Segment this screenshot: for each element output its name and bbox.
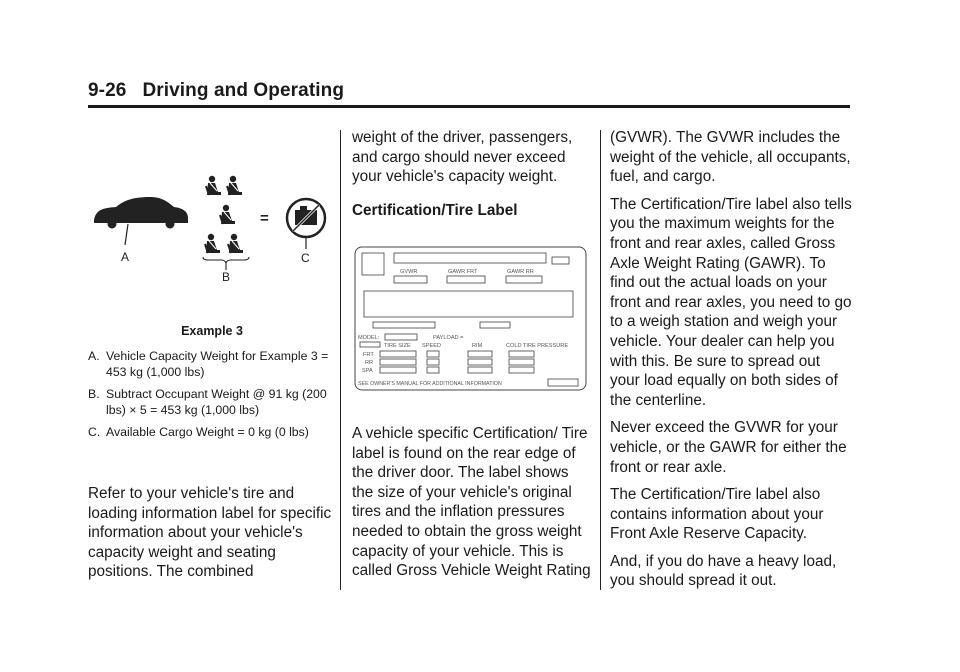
paragraph: Never exceed the GVWR for your vehicle, or the GAWR for either the front or rear axle. bbox=[610, 419, 847, 476]
paragraph: The Certification/Tire label also tells you the maximum weights for the front and rear axles, called Gross Axle Weight Rating (GAWR). To find out the actual loads on your front and rear axles, you need to go to a weigh station and weigh your vehicle. Your dealer can help you with this. Be sure to spread out your load equally on both sides of the centerline. bbox=[610, 195, 852, 409]
gawr-rr-label: GAWR RR bbox=[507, 269, 534, 275]
car-icon bbox=[94, 197, 188, 245]
paragraph: A vehicle specific Certification/ Tire label is found on the rear edge of the driver door. The label shows the size of your vehicle's original tires and the inflation pressures needed to obtain the gross weight capacity of your vehicle. This is called Gross Vehicle Weight Rating bbox=[352, 425, 591, 580]
header-rule bbox=[88, 105, 850, 108]
page-header bbox=[88, 80, 344, 102]
label-a: A bbox=[121, 250, 130, 264]
paragraph: The Certification/Tire label also contains information about your Front Axle Reserve Capacity. bbox=[610, 486, 824, 543]
equals-sign: = bbox=[260, 210, 269, 227]
frt-label: FRT bbox=[363, 352, 374, 358]
section-title: Driving and Operating bbox=[142, 80, 345, 101]
column-divider bbox=[600, 130, 601, 590]
paragraph: (GVWR). The GVWR includes the weight of the vehicle, all occupants, fuel, and cargo. bbox=[610, 129, 851, 186]
manual-note: SEE OWNER'S MANUAL FOR ADDITIONAL INFORMATION bbox=[358, 381, 502, 387]
payload-label: PAYLOAD = bbox=[433, 335, 464, 341]
model-label: MODEL: bbox=[358, 335, 380, 341]
subheading: Certification/Tire Label bbox=[352, 201, 518, 219]
paragraph: Refer to your vehicle's tire and loading information label for specific information about your vehicle's capacity weight and seating positions. The combined bbox=[88, 485, 332, 581]
list-item: A. Vehicle Capacity Weight for Example 3 = 453 kg (1,000 lbs) bbox=[88, 349, 329, 379]
list-item: C. Available Cargo Weight = 0 kg (0 lbs) bbox=[88, 425, 309, 439]
column-3 bbox=[610, 128, 854, 599]
label-c: C bbox=[301, 251, 310, 265]
cold-pressure-label: COLD TIRE PRESSURE bbox=[506, 343, 569, 349]
no-cargo-icon bbox=[287, 199, 325, 249]
gvwr-label: GVWR bbox=[400, 269, 418, 275]
column-divider bbox=[340, 130, 341, 590]
minus-sign: – bbox=[180, 209, 188, 225]
column-2-lower bbox=[352, 424, 594, 589]
column-2 bbox=[352, 128, 592, 230]
rr-label: RR bbox=[365, 360, 374, 366]
figure-legend bbox=[88, 349, 338, 448]
spa-label: SPA bbox=[362, 368, 373, 374]
paragraph: weight of the driver, passengers, and cargo should never exceed your vehicle's capacity weight. bbox=[352, 129, 573, 186]
gawr-frt-label: GAWR FRT bbox=[448, 269, 478, 275]
label-b: B bbox=[222, 270, 231, 284]
list-item: B. Subtract Occupant Weight @ 91 kg (200 lbs) × 5 = 453 kg (1,000 lbs) bbox=[88, 387, 327, 417]
speed-label: SPEED bbox=[422, 343, 441, 349]
paragraph: And, if you do have a heavy load, you should spread it out. bbox=[610, 552, 837, 590]
figure-caption: Example 3 bbox=[181, 324, 243, 338]
occupants-icon bbox=[203, 176, 249, 270]
example-3-figure bbox=[88, 160, 338, 295]
column-1-text bbox=[88, 484, 340, 590]
rim-label: RIM bbox=[472, 343, 483, 349]
page-number: 9-26 bbox=[88, 80, 127, 101]
tire-size-label: TIRE SIZE bbox=[384, 343, 411, 349]
tire-label-figure bbox=[354, 246, 588, 392]
